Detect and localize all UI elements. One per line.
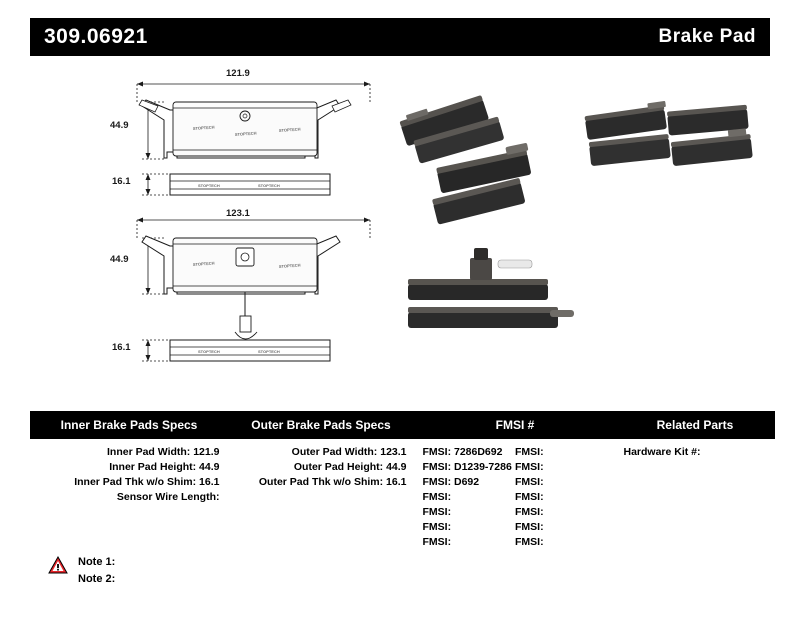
- sensor-wire-length: Sensor Wire Length:: [116, 491, 220, 503]
- cell-outer-specs: [228, 439, 415, 561]
- cell-fmsi: [415, 439, 616, 561]
- svg-text:STOPTECH: STOPTECH: [192, 124, 215, 131]
- fmsi-entry: FMSI:: [515, 506, 544, 518]
- svg-text:STOPTECH: STOPTECH: [198, 349, 220, 354]
- inner-pad-thickness: Inner Pad Thk w/o Shim: 16.1: [74, 476, 220, 488]
- fmsi-entry: FMSI:: [515, 536, 544, 548]
- note-lines: [78, 554, 115, 588]
- page-title: Brake Pad: [658, 26, 756, 47]
- svg-text:STOPTECH: STOPTECH: [234, 130, 257, 137]
- fmsi-entry: FMSI: 7286D692: [422, 446, 503, 458]
- dim-inner-thickness-label: 16.1: [112, 176, 131, 187]
- warning-icon: [48, 556, 68, 574]
- cell-inner-specs: [31, 439, 228, 561]
- fmsi-entry: FMSI:: [422, 536, 452, 548]
- fmsi-entry: FMSI:: [515, 461, 544, 473]
- drawing-area: [30, 62, 770, 392]
- svg-text:STOPTECH: STOPTECH: [192, 260, 215, 267]
- notes-section: [48, 554, 115, 588]
- note-1: Note 1:: [78, 556, 116, 568]
- fmsi-entry: FMSI:: [515, 491, 544, 503]
- technical-drawings: [30, 62, 770, 392]
- part-number: 309.06921: [44, 25, 148, 48]
- fmsi-entry: FMSI:: [515, 446, 544, 458]
- svg-text:STOPTECH: STOPTECH: [278, 126, 301, 133]
- dim-outer-height-label: 44.9: [110, 254, 129, 265]
- table-body-row: [31, 439, 775, 561]
- outer-pad-width: Outer Pad Width: 123.1: [291, 446, 407, 458]
- svg-text:STOPTECH: STOPTECH: [198, 183, 220, 188]
- inner-pad-width: Inner Pad Width: 121.9: [106, 446, 220, 458]
- th-inner-specs: Inner Brake Pads Specs: [31, 412, 228, 439]
- th-related-parts: Related Parts: [616, 412, 775, 439]
- dim-outer-thickness-label: 16.1: [112, 342, 131, 353]
- note-2: Note 2:: [78, 573, 116, 585]
- dim-inner-height-label: 44.9: [110, 120, 129, 131]
- svg-text:STOPTECH: STOPTECH: [278, 262, 301, 269]
- dim-inner-width-label: 121.9: [226, 68, 250, 79]
- fmsi-entry: FMSI:: [422, 521, 452, 533]
- outer-pad-thickness: Outer Pad Thk w/o Shim: 16.1: [258, 476, 407, 488]
- th-outer-specs: Outer Brake Pads Specs: [228, 412, 415, 439]
- header-bar: [30, 18, 770, 56]
- hardware-kit-number: Hardware Kit #:: [623, 446, 701, 458]
- pad-photo-group-upper-right: [584, 101, 753, 166]
- dim-outer-width-label: 123.1: [226, 208, 250, 219]
- svg-text:STOPTECH: STOPTECH: [258, 183, 280, 188]
- outer-pad-height: Outer Pad Height: 44.9: [293, 461, 407, 473]
- svg-text:STOPTECH: STOPTECH: [258, 349, 280, 354]
- cell-related-parts: [616, 439, 775, 561]
- pad-photo-group-lower: [408, 248, 574, 328]
- th-fmsi: FMSI #: [415, 412, 616, 439]
- fmsi-column-left: [423, 445, 516, 550]
- fmsi-entry: FMSI:: [515, 476, 544, 488]
- fmsi-column-right: [515, 445, 608, 550]
- inner-pad-height: Inner Pad Height: 44.9: [109, 461, 220, 473]
- pad-photo-group-upper-left: [398, 91, 533, 225]
- fmsi-entry: FMSI: D692: [422, 476, 480, 488]
- fmsi-entry: FMSI:: [515, 521, 544, 533]
- specs-table: [30, 411, 770, 560]
- fmsi-entry: FMSI:: [422, 506, 452, 518]
- fmsi-entry: FMSI: D1239-7286: [422, 461, 512, 473]
- table-header-row: [31, 412, 775, 439]
- fmsi-entry: FMSI:: [422, 491, 452, 503]
